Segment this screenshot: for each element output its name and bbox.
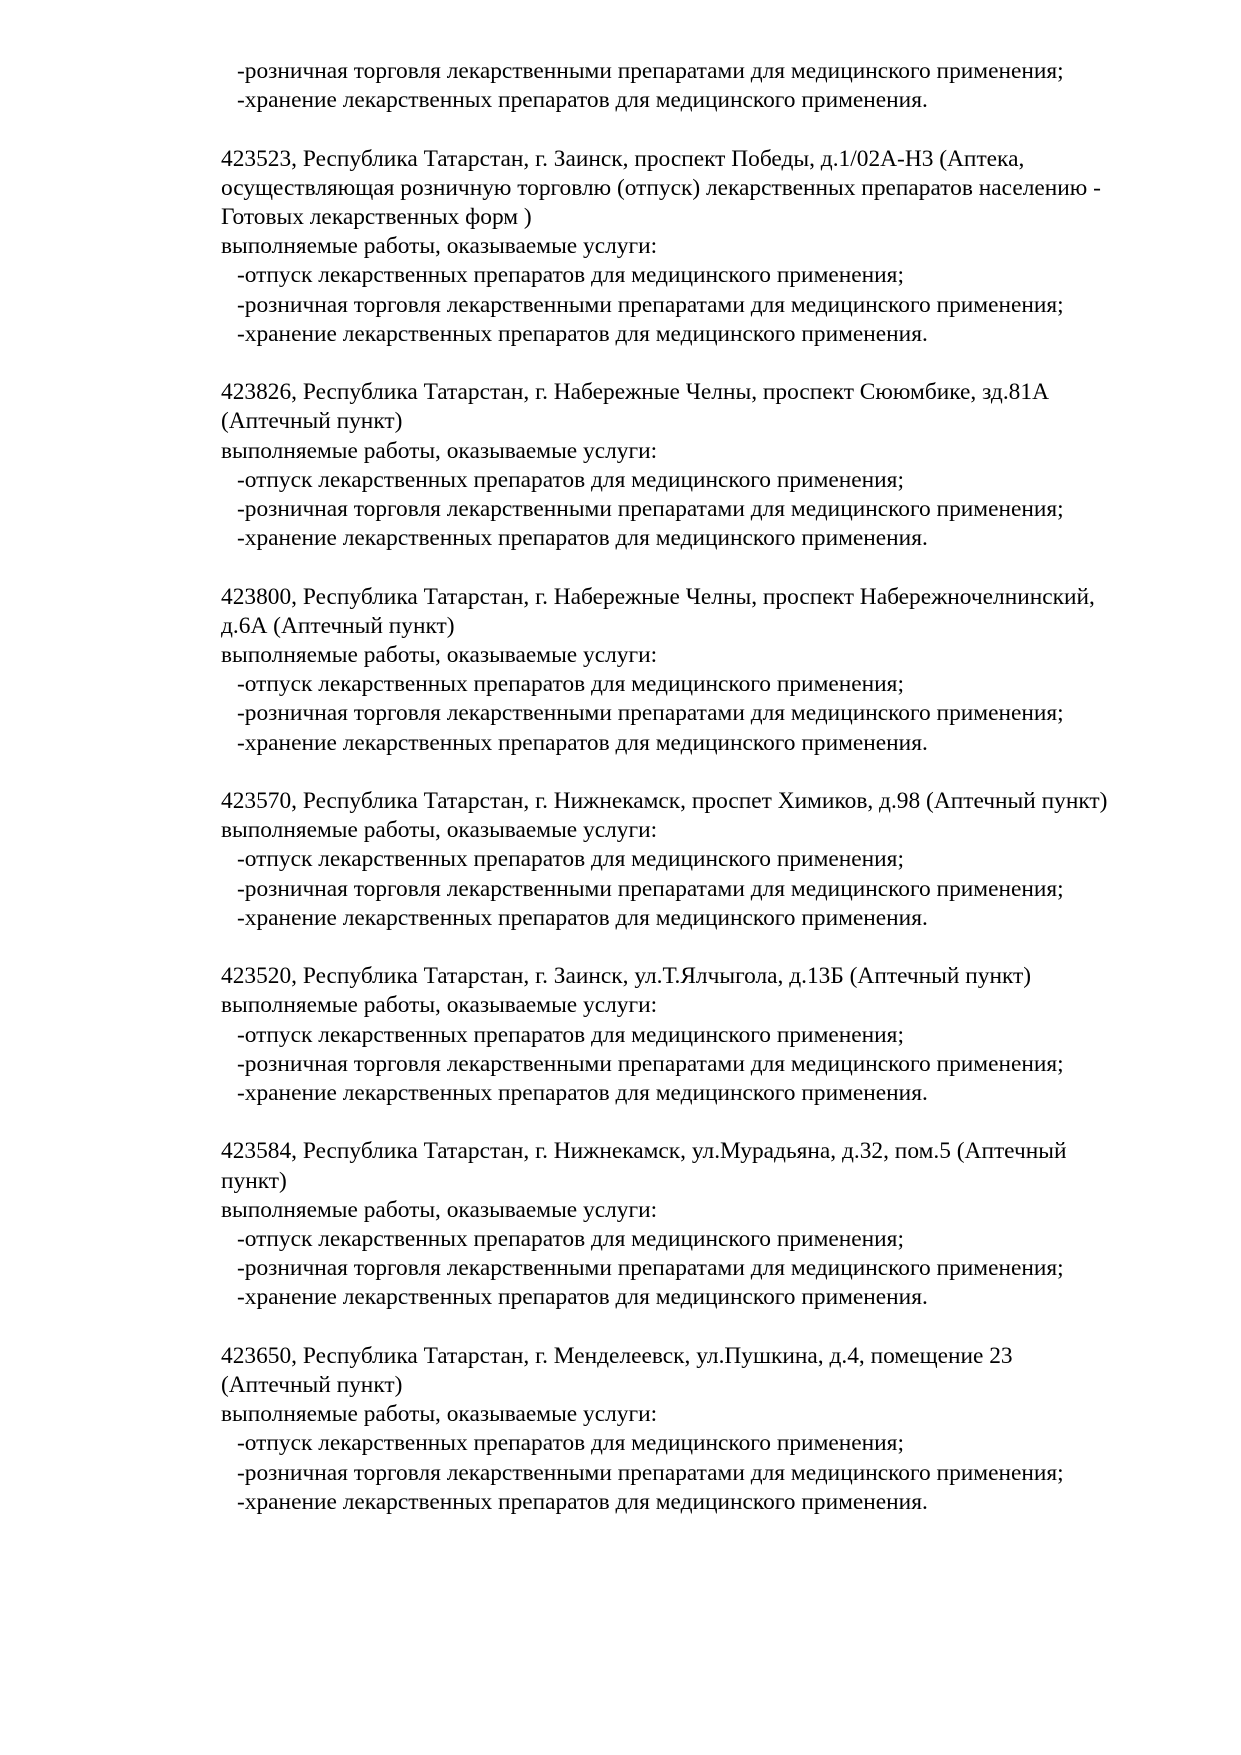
service-item: -отпуск лекарственных препаратов для медицинского применения; bbox=[237, 262, 904, 289]
address-line: 423650, Республика Татарстан, г. Менделеевск, ул.Пушкина, д.4, помещение 23 bbox=[221, 1342, 1013, 1369]
address-line: 423800, Республика Татарстан, г. Набережные Челны, проспект Набережночелнинский, bbox=[221, 583, 1095, 610]
address-line: 423570, Республика Татарстан, г. Нижнекамск, проспет Химиков, д.98 (Аптечный пункт) bbox=[221, 788, 1108, 815]
works-label: выполняемые работы, оказываемые услуги: bbox=[221, 992, 658, 1019]
address-block bbox=[221, 787, 1221, 933]
address-block bbox=[221, 1137, 1221, 1312]
address-line: д.6А (Аптечный пункт) bbox=[221, 612, 455, 639]
service-item: -розничная торговля лекарственными препаратами для медицинского применения; bbox=[237, 1255, 1064, 1282]
service-item: -розничная торговля лекарственными препаратами для медицинского применения; bbox=[237, 700, 1064, 727]
service-item: -отпуск лекарственных препаратов для медицинского применения; bbox=[237, 1430, 904, 1457]
address-block bbox=[221, 145, 1221, 349]
service-item: -хранение лекарственных препаратов для медицинского применения. bbox=[237, 87, 928, 114]
works-label: выполняемые работы, оказываемые услуги: bbox=[221, 1196, 658, 1223]
service-item: -розничная торговля лекарственными препаратами для медицинского применения; bbox=[237, 1050, 1064, 1077]
address-line: 423584, Республика Татарстан, г. Нижнекамск, ул.Мурадьяна, д.32, пом.5 (Аптечный bbox=[221, 1138, 1067, 1165]
address-line: (Аптечный пункт) bbox=[221, 1372, 403, 1399]
service-item: -отпуск лекарственных препаратов для медицинского применения; bbox=[237, 846, 904, 873]
works-label: выполняемые работы, оказываемые услуги: bbox=[221, 233, 658, 260]
service-item: -отпуск лекарственных препаратов для медицинского применения; bbox=[237, 466, 904, 493]
address-line: 423826, Республика Татарстан, г. Набережные Челны, проспект Сююмбике, зд.81А bbox=[221, 379, 1049, 406]
works-label: выполняемые работы, оказываемые услуги: bbox=[221, 1401, 658, 1428]
service-item: -хранение лекарственных препаратов для медицинского применения. bbox=[237, 1080, 928, 1107]
address-line: Готовых лекарственных форм ) bbox=[221, 204, 532, 230]
address-line: 423520, Республика Татарстан, г. Заинск, ул.Т.Ялчыгола, д.13Б (Аптечный пункт) bbox=[221, 963, 1032, 990]
works-label: выполняемые работы, оказываемые услуги: bbox=[221, 437, 658, 464]
service-item: -розничная торговля лекарственными препаратами для медицинского применения; bbox=[237, 875, 1064, 902]
address-block bbox=[221, 583, 1221, 758]
works-label: выполняемые работы, оказываемые услуги: bbox=[221, 817, 658, 844]
service-item: -розничная торговля лекарственными препаратами для медицинского применения; bbox=[237, 496, 1064, 523]
address-line: пункт) bbox=[221, 1167, 287, 1194]
intro-services bbox=[221, 57, 1221, 115]
service-item: -хранение лекарственных препаратов для медицинского применения. bbox=[237, 1284, 928, 1311]
service-item: -розничная торговля лекарственными препаратами для медицинского применения; bbox=[237, 291, 1064, 318]
address-block bbox=[221, 962, 1221, 1108]
service-item: -отпуск лекарственных препаратов для медицинского применения; bbox=[237, 1226, 904, 1253]
address-line: осуществляющая розничную торговлю (отпуск) лекарственных препаратов населению - bbox=[221, 174, 1101, 201]
service-item: -розничная торговля лекарственными препаратами для медицинского применения; bbox=[237, 1459, 1064, 1486]
service-item: -отпуск лекарственных препаратов для медицинского применения; bbox=[237, 1021, 904, 1048]
address-line: (Аптечный пункт) bbox=[221, 408, 403, 435]
service-item: -хранение лекарственных препаратов для медицинского применения. bbox=[237, 320, 928, 347]
address-line: 423523, Республика Татарстан, г. Заинск, проспект Победы, д.1/02А-Н3 (Аптека, bbox=[221, 145, 1025, 172]
service-item: -розничная торговля лекарственными препаратами для медицинского применения; bbox=[237, 58, 1064, 84]
works-label: выполняемые работы, оказываемые услуги: bbox=[221, 642, 658, 669]
service-item: -хранение лекарственных препаратов для медицинского применения. bbox=[237, 729, 928, 756]
service-item: -хранение лекарственных препаратов для медицинского применения. bbox=[237, 904, 928, 931]
document-page bbox=[221, 57, 1221, 1517]
service-item: -хранение лекарственных препаратов для медицинского применения. bbox=[237, 1488, 928, 1515]
address-block bbox=[221, 1342, 1221, 1517]
address-block bbox=[221, 378, 1221, 553]
service-item: -хранение лекарственных препаратов для медицинского применения. bbox=[237, 525, 928, 552]
service-item: -отпуск лекарственных препаратов для медицинского применения; bbox=[237, 671, 904, 698]
